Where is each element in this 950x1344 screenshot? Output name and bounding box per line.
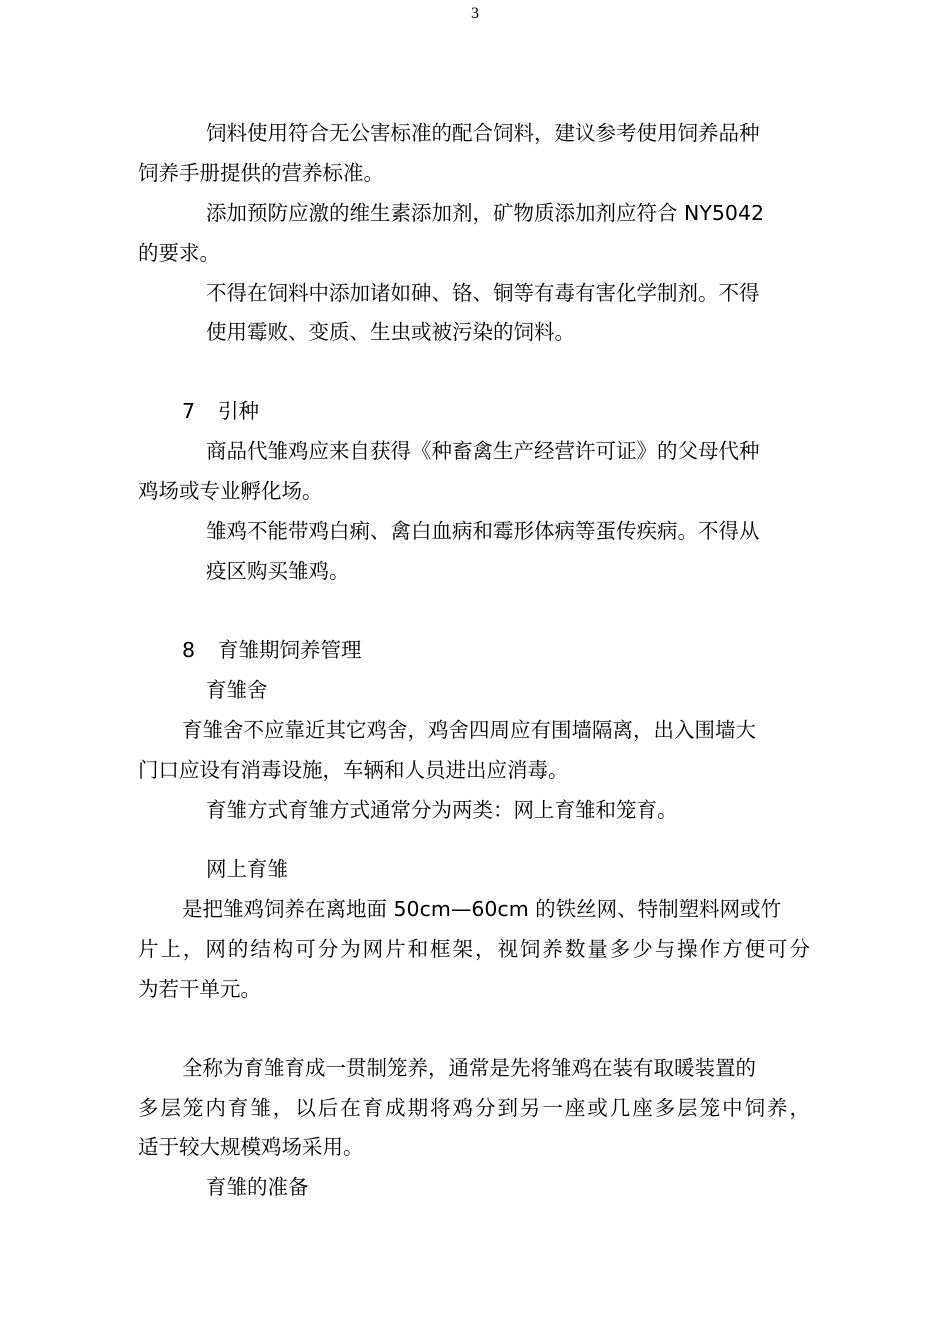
- paragraph-line: 鸡场或专业孵化场。: [138, 479, 323, 503]
- subheading: 网上育雏: [206, 857, 288, 881]
- section-heading-8: [182, 637, 362, 663]
- page-number: 3: [471, 5, 479, 22]
- paragraph-line: 为若干单元。: [138, 977, 261, 1001]
- paragraph-line: 不得在饲料中添加诸如砷、铬、铜等有毒有害化学制剂。不得: [206, 281, 760, 305]
- section-heading-7: [182, 398, 259, 424]
- section-number: 7: [182, 399, 196, 423]
- paragraph-line: 饲养手册提供的营养标准。: [138, 161, 384, 185]
- paragraph-line: 添加预防应激的维生素添加剂，矿物质添加剂应符合 NY5042: [206, 201, 765, 225]
- paragraph-line: 多层笼内育雏，以后在育成期将鸡分到另一座或几座多层笼中饲养，: [138, 1096, 810, 1120]
- section-title: 引种: [218, 399, 259, 423]
- section-number: 8: [182, 638, 196, 662]
- paragraph-line: 是把雏鸡饲养在离地面 50cm—60cm 的铁丝网、特制塑料网或竹: [182, 897, 782, 921]
- paragraph-line: 饲料使用符合无公害标准的配合饲料，建议参考使用饲养品种: [206, 121, 760, 145]
- paragraph-line: 疫区购买雏鸡。: [206, 559, 350, 583]
- section-title: 育雏期饲养管理: [218, 638, 362, 662]
- paragraph-line: 的要求。: [138, 241, 220, 265]
- paragraph-line: 片上，网的结构可分为网片和框架，视饲养数量多少与操作方便可分: [138, 937, 810, 961]
- paragraph-line: 育雏舍不应靠近其它鸡舍，鸡舍四周应有围墙隔离，出入围墙大: [182, 718, 756, 742]
- paragraph-line: 雏鸡不能带鸡白痢、禽白血病和霉形体病等蛋传疾病。不得从: [206, 519, 760, 543]
- paragraph-line: 适于较大规模鸡场采用。: [138, 1135, 364, 1159]
- paragraph-line: 商品代雏鸡应来自获得《种畜禽生产经营许可证》的父母代种: [206, 439, 760, 463]
- subheading: 育雏的准备: [206, 1175, 309, 1199]
- paragraph-line: 使用霉败、变质、生虫或被污染的饲料。: [206, 320, 575, 344]
- paragraph-line: 全称为育雏育成一贯制笼养，通常是先将雏鸡在装有取暖装置的: [182, 1056, 756, 1080]
- paragraph-line: 门口应设有消毒设施，车辆和人员进出应消毒。: [138, 758, 569, 782]
- subheading: 育雏舍: [206, 678, 268, 702]
- paragraph-line: 育雏方式育雏方式通常分为两类：网上育雏和笼育。: [206, 798, 678, 822]
